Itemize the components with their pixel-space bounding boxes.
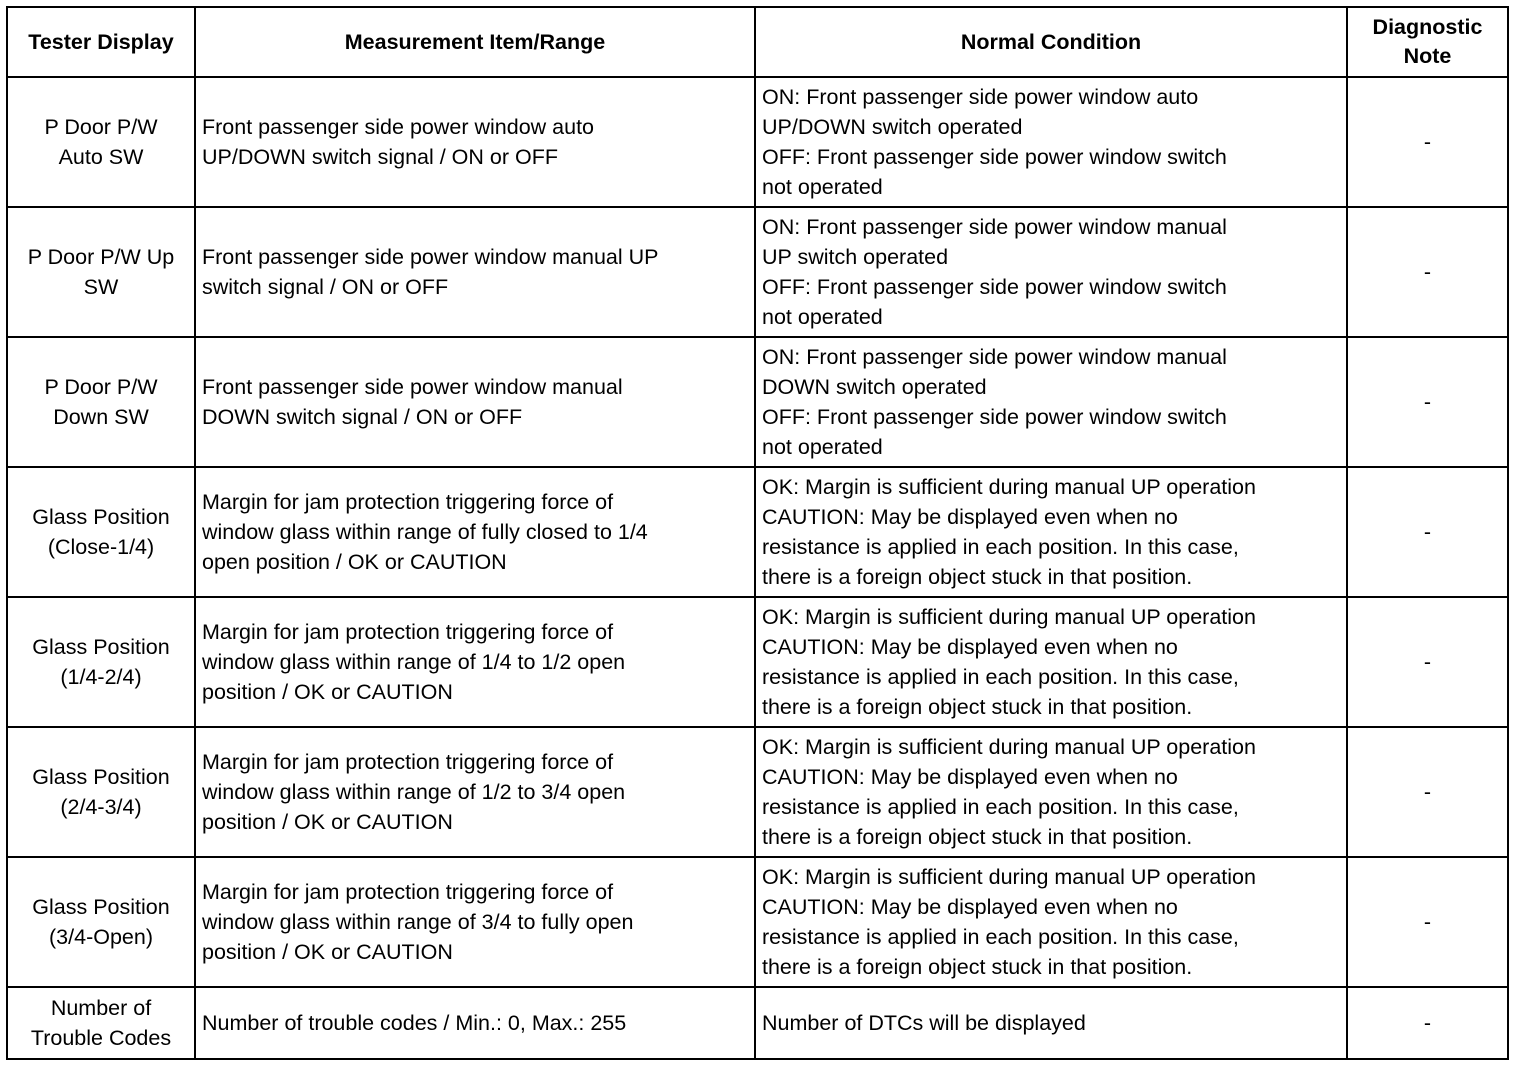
measurement-range-cell: [195, 727, 755, 857]
diagnostic-note-cell: -: [1347, 207, 1508, 337]
cell-line: (3/4-Open): [49, 925, 153, 949]
table-row: [7, 987, 1508, 1059]
cell-line: Number of DTCs will be displayed: [762, 1011, 1086, 1035]
table-row: [7, 857, 1508, 987]
cell-line: window glass within range of 1/4 to 1/2 open: [202, 650, 626, 674]
cell-line: ON: Front passenger side power window manual: [762, 215, 1227, 239]
header-row: [7, 7, 1508, 77]
header-note-line: Note: [1403, 44, 1452, 68]
cell-line: Glass Position: [32, 765, 170, 789]
measurement-range-cell: [195, 467, 755, 597]
cell-line: ON: Front passenger side power window auto: [762, 85, 1199, 109]
tester-display-cell: [7, 727, 195, 857]
measurement-range-cell: [195, 857, 755, 987]
cell-line: position / OK or CAUTION: [202, 810, 453, 834]
cell-line: resistance is applied in each position. In this case,: [762, 665, 1239, 689]
cell-line: Glass Position: [32, 505, 170, 529]
cell-line: OK: Margin is sufficient during manual UP operation: [762, 865, 1256, 889]
cell-line: CAUTION: May be displayed even when no: [762, 505, 1178, 529]
cell-line: Front passenger side power window manual: [202, 375, 623, 399]
cell-line: OK: Margin is sufficient during manual UP operation: [762, 475, 1256, 499]
cell-line: CAUTION: May be displayed even when no: [762, 895, 1178, 919]
diagnostic-note-cell: -: [1347, 987, 1508, 1059]
cell-line: Margin for jam protection triggering force of: [202, 620, 614, 644]
cell-line: Front passenger side power window manual UP: [202, 245, 659, 269]
cell-line: Front passenger side power window auto: [202, 115, 594, 139]
header-normal-condition: Normal Condition: [755, 7, 1347, 77]
cell-line: OFF: Front passenger side power window switch: [762, 405, 1227, 429]
cell-line: SW: [83, 275, 119, 299]
tester-display-cell: [7, 207, 195, 337]
cell-line: position / OK or CAUTION: [202, 680, 453, 704]
cell-line: open position / OK or CAUTION: [202, 550, 507, 574]
cell-line: Glass Position: [32, 635, 170, 659]
cell-line: Number of: [50, 996, 152, 1020]
cell-line: OFF: Front passenger side power window switch: [762, 275, 1227, 299]
cell-line: UP/DOWN switch operated: [762, 115, 1023, 139]
cell-line: resistance is applied in each position. In this case,: [762, 535, 1239, 559]
cell-line: ON: Front passenger side power window manual: [762, 345, 1227, 369]
normal-condition-cell: [755, 467, 1347, 597]
table-row: [7, 207, 1508, 337]
table-row: [7, 337, 1508, 467]
header-diagnostic-note: [1347, 7, 1508, 77]
table-row: [7, 467, 1508, 597]
header-tester-display: Tester Display: [7, 7, 195, 77]
diagnostic-note-cell: -: [1347, 337, 1508, 467]
measurement-range-cell: [195, 207, 755, 337]
cell-line: position / OK or CAUTION: [202, 940, 453, 964]
measurement-range-cell: [195, 337, 755, 467]
cell-line: not operated: [762, 435, 883, 459]
table-row: [7, 727, 1508, 857]
cell-line: window glass within range of fully closed to 1/4: [202, 520, 648, 544]
cell-line: CAUTION: May be displayed even when no: [762, 765, 1178, 789]
cell-line: UP/DOWN switch signal / ON or OFF: [202, 145, 558, 169]
cell-line: there is a foreign object stuck in that position.: [762, 955, 1193, 979]
normal-condition-cell: [755, 987, 1347, 1059]
cell-line: (2/4-3/4): [60, 795, 142, 819]
normal-condition-cell: [755, 727, 1347, 857]
cell-line: switch signal / ON or OFF: [202, 275, 449, 299]
normal-condition-cell: [755, 857, 1347, 987]
table-row: [7, 597, 1508, 727]
diagnostic-note-cell: -: [1347, 77, 1508, 207]
normal-condition-cell: [755, 77, 1347, 207]
diagnostic-note-cell: -: [1347, 597, 1508, 727]
cell-line: there is a foreign object stuck in that position.: [762, 825, 1193, 849]
data-list-table: [6, 6, 1509, 1060]
cell-line: P Door P/W: [44, 375, 158, 399]
cell-line: window glass within range of 3/4 to fully open: [202, 910, 634, 934]
cell-line: P Door P/W Up: [27, 245, 175, 269]
cell-line: DOWN switch signal / ON or OFF: [202, 405, 523, 429]
cell-line: OK: Margin is sufficient during manual UP operation: [762, 735, 1256, 759]
cell-line: Number of trouble codes / Min.: 0, Max.: 255: [202, 1011, 627, 1035]
cell-line: UP switch operated: [762, 245, 949, 269]
cell-line: not operated: [762, 305, 883, 329]
header-note-line: Diagnostic: [1372, 15, 1483, 39]
cell-line: resistance is applied in each position. In this case,: [762, 795, 1239, 819]
tester-display-cell: [7, 857, 195, 987]
cell-line: OFF: Front passenger side power window switch: [762, 145, 1227, 169]
measurement-range-cell: [195, 77, 755, 207]
cell-line: resistance is applied in each position. In this case,: [762, 925, 1239, 949]
table-row: [7, 77, 1508, 207]
measurement-range-cell: [195, 987, 755, 1059]
tester-display-cell: [7, 77, 195, 207]
cell-line: there is a foreign object stuck in that position.: [762, 565, 1193, 589]
tester-display-cell: [7, 337, 195, 467]
tester-display-cell: [7, 597, 195, 727]
cell-line: Margin for jam protection triggering force of: [202, 880, 614, 904]
cell-line: Down SW: [53, 405, 149, 429]
cell-line: OK: Margin is sufficient during manual UP operation: [762, 605, 1256, 629]
cell-line: Margin for jam protection triggering force of: [202, 490, 614, 514]
cell-line: (1/4-2/4): [60, 665, 142, 689]
diagnostic-note-cell: -: [1347, 467, 1508, 597]
header-measurement-range: Measurement Item/Range: [195, 7, 755, 77]
normal-condition-cell: [755, 337, 1347, 467]
cell-line: Auto SW: [58, 145, 144, 169]
diagnostic-note-cell: -: [1347, 727, 1508, 857]
normal-condition-cell: [755, 597, 1347, 727]
diagnostic-note-cell: -: [1347, 857, 1508, 987]
cell-line: not operated: [762, 175, 883, 199]
cell-line: CAUTION: May be displayed even when no: [762, 635, 1178, 659]
cell-line: Trouble Codes: [30, 1026, 172, 1050]
cell-line: Glass Position: [32, 895, 170, 919]
cell-line: P Door P/W: [44, 115, 158, 139]
cell-line: (Close-1/4): [47, 535, 155, 559]
tester-display-cell: [7, 987, 195, 1059]
cell-line: window glass within range of 1/2 to 3/4 open: [202, 780, 626, 804]
cell-line: there is a foreign object stuck in that position.: [762, 695, 1193, 719]
cell-line: Margin for jam protection triggering force of: [202, 750, 614, 774]
tester-display-cell: [7, 467, 195, 597]
cell-line: DOWN switch operated: [762, 375, 987, 399]
measurement-range-cell: [195, 597, 755, 727]
normal-condition-cell: [755, 207, 1347, 337]
